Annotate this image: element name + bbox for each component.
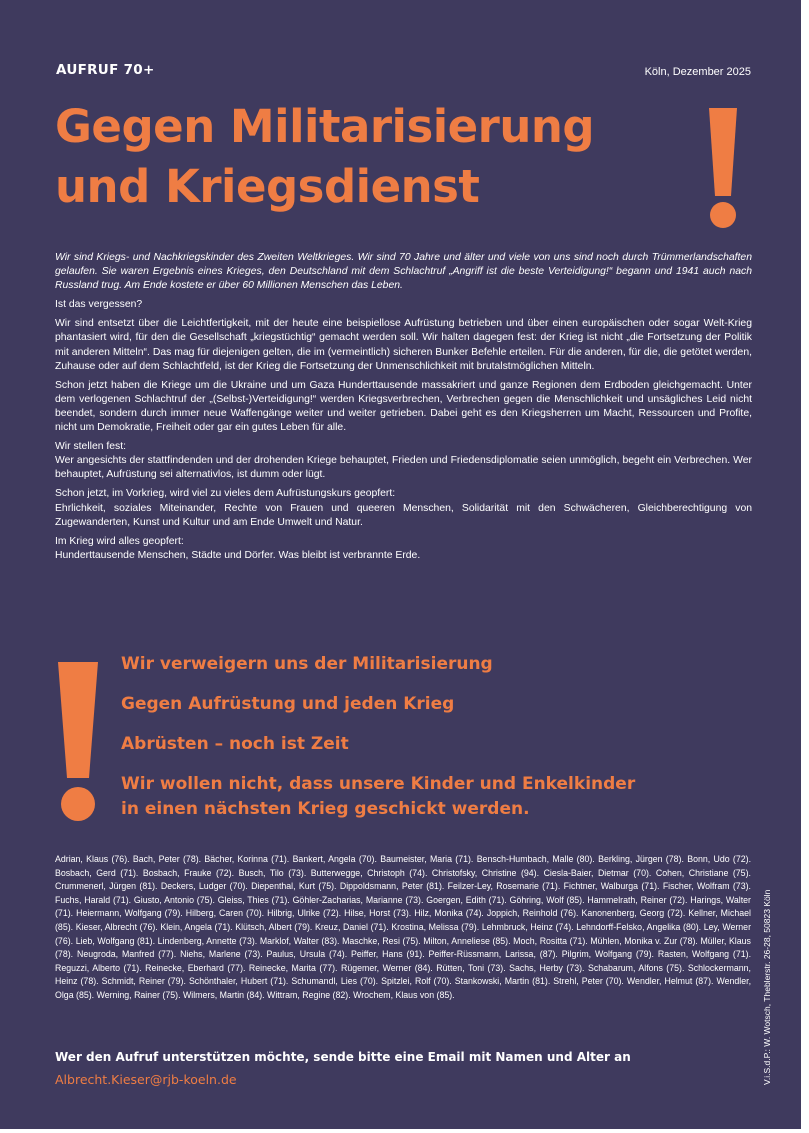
signatory: Kellner, Michael (85). xyxy=(55,908,751,932)
signatory: Gleiss, Thies (71). xyxy=(217,894,290,905)
signatory: Lehmbruck, Heinz (74). xyxy=(481,921,574,932)
signatory: Harings, Walter (71). xyxy=(55,894,751,919)
signatory: Bach, Peter (78). xyxy=(132,854,202,864)
signatory: Klein, Angela (71). xyxy=(160,921,233,932)
signatory: Klütsch, Albert (79). xyxy=(235,921,313,932)
demands-list xyxy=(121,652,741,822)
signatory: Wendler, Helmut (87). xyxy=(626,976,714,987)
signatory: Göhring, Wolf (85). xyxy=(509,894,585,905)
signatory: Berkling, Jürgen (78). xyxy=(598,854,684,864)
signatory: Paulus, Ursula (74). xyxy=(266,949,348,960)
page-margin xyxy=(801,0,809,1133)
signatory: Bonn, Udo (72). xyxy=(687,854,752,864)
signatory: Giusto, Antonio (75). xyxy=(133,894,215,905)
signatory: Neugroda, Manfred (77). xyxy=(76,949,177,960)
question: Ist das vergessen? xyxy=(55,299,143,311)
imprint: V.i.S.d.P.: W. Wotsch, Theblerstr. 26-28, 50823 Köln xyxy=(762,889,772,1085)
signatory: Lindenberg, Annette (73). xyxy=(157,935,258,946)
signatory: Schmidt, Reiner (79). xyxy=(101,976,186,987)
signatory: Rasten, Wolfgang (71). xyxy=(657,949,752,960)
email-link[interactable]: Albrecht.Kieser@rjb-koeln.de xyxy=(55,1072,237,1087)
signatory: Bosbach, Gerd (71). xyxy=(55,867,139,878)
body-text xyxy=(55,251,752,568)
exclamation-mark-icon xyxy=(48,662,108,822)
signatory: Peiffer-Rüssmann, Larissa, (87). xyxy=(428,949,558,960)
signatory: Bankert, Angela (70). xyxy=(292,854,377,864)
signatory: Dippoldsmann, Peter (81). xyxy=(339,881,445,892)
signatory: Joppich, Reinhold (76). xyxy=(486,908,579,919)
signatory: Schabarum, Alfons (75). xyxy=(587,962,685,973)
signatory: Rügemer, Werner (84). xyxy=(340,962,433,973)
demand-1: Wir verweigern uns der Militarisierung xyxy=(121,654,493,674)
signatory: Fuchs, Harald (71). xyxy=(55,894,132,905)
signatory: Ciesla-Baier, Dietmar (70). xyxy=(543,867,652,878)
signatory: Bensch-Humbach, Malle (80). xyxy=(476,854,595,864)
place-date: Köln, Dezember 2025 xyxy=(644,66,751,78)
signatory: Bächer, Korinna (71). xyxy=(204,854,290,864)
signatory: Strehl, Peter (70). xyxy=(553,976,624,987)
signatory: Stankowski, Martin (81). xyxy=(454,976,551,987)
signatory: Moch, Rositta (71). xyxy=(513,935,588,946)
signatory: Heiermann, Wolfgang (79). xyxy=(76,908,183,919)
signatory: Christofsky, Christine (94). xyxy=(431,867,540,878)
demand-4-line-2: in einen nächsten Krieg geschickt werden. xyxy=(121,799,530,819)
signatory: Kieser, Albrecht (76). xyxy=(75,921,158,932)
exclamation-mark-icon xyxy=(703,108,743,228)
signatory: Niehs, Marlene (73). xyxy=(180,949,263,960)
paragraph-3: Wer angesichts der stattfindenden und der drohenden Kriege behauptet, Frieden und Friedensdiplomatie seien unmöglich, begeht ein Verbrechen. Wer behauptet, Aufrüstung sei alternativlos, ist dumm oder lügt. xyxy=(55,455,752,481)
signatory: Hilz, Monika (74). xyxy=(414,908,484,919)
signatory: Mühlen, Monika v. Zur (78). xyxy=(590,935,698,946)
signatory: Butterwegge, Christoph (74). xyxy=(310,867,428,878)
signatory: Wendler, Olga (85). xyxy=(55,976,752,1000)
paragraph-5-heading: Im Krieg wird alles geopfert: xyxy=(55,535,184,547)
headline-line-2: und Kriegsdienst xyxy=(55,160,480,213)
signatory: Schlockermann, Heinz (78). xyxy=(55,962,751,987)
demand-4 xyxy=(121,772,741,822)
demand-4-line-1: Wir wollen nicht, dass unsere Kinder und Enkelkinder xyxy=(121,774,636,794)
signatory: Baumeister, Maria (71). xyxy=(380,854,474,864)
signatory: Fichtner, Walburga (71). xyxy=(563,881,660,892)
signatory: Göhler-Zacharias, Marianne (73). xyxy=(292,894,424,905)
headline xyxy=(55,97,594,217)
signatory: Werning, Rainer (75). xyxy=(96,989,181,1000)
paragraph-5: Hunderttausende Menschen, Städte und Dörfer. Was bleibt ist verbrannte Erde. xyxy=(55,549,421,561)
paragraph-3-heading: Wir stellen fest: xyxy=(55,441,127,453)
signatory: Marklof, Walter (83). xyxy=(259,935,340,946)
signatory: Wittram, Regine (82). xyxy=(267,989,351,1000)
signatory: Hilse, Horst (73). xyxy=(344,908,412,919)
signatory: Adrian, Klaus (76). xyxy=(55,854,130,864)
signatory: Milton, Anneliese (85). xyxy=(423,935,511,946)
signatory: Kreuz, Daniel (71). xyxy=(314,921,389,932)
signatory: Hilberg, Caren (70). xyxy=(185,908,265,919)
signatory: Sachs, Herby (73). xyxy=(509,962,585,973)
signatory: Crummenerl, Jürgen (81). xyxy=(55,881,158,892)
signatory: Goergen, Edith (71). xyxy=(426,894,507,905)
signatory: Diepenthal, Kurt (75). xyxy=(251,881,337,892)
paragraph-4-heading: Schon jetzt, im Vorkrieg, wird viel zu vieles dem Aufrüstungskurs geopfert: xyxy=(55,488,396,500)
signatory: Ley, Werner (76). xyxy=(55,921,752,946)
signatory: Müller, Klaus (78). xyxy=(55,935,751,960)
signatory: Feilzer-Ley, Rosemarie (71). xyxy=(447,881,561,892)
signatory: Krostina, Melissa (79). xyxy=(391,921,480,932)
support-call: Wer den Aufruf unterstützen möchte, sende bitte eine Email mit Namen und Alter an xyxy=(55,1050,631,1064)
signatory: Wrochem, Klaus von (85). xyxy=(353,989,455,1000)
signatory: Rütten, Toni (73). xyxy=(436,962,506,973)
signatory: Hammelrath, Reiner (72). xyxy=(587,894,688,905)
signatory: Reinecke, Marita (77). xyxy=(248,962,338,973)
signatory: Spitzlei, Rolf (70). xyxy=(381,976,452,987)
signatory: Lehndorff-Felsko, Angelika (80). xyxy=(576,921,702,932)
signatory: Bosbach, Frauke (72). xyxy=(142,867,235,878)
signatory: Schönthaler, Hubert (71). xyxy=(188,976,289,987)
signatory: Lieb, Wolfgang (81). xyxy=(75,935,156,946)
signatory: Reinecke, Eberhard (77). xyxy=(145,962,246,973)
intro-paragraph: Wir sind Kriegs- und Nachkriegskinder des Zweiten Weltkrieges. Wir sind 70 Jahre und älter und viele von uns sind noch durch Trümmerlandschaften gelaufen. Sie waren Ergebnis eines Krieges, den Deutschland mit dem Schlachtruf „Angriff ist die beste Verteidigung!“ begann und 1941 auch nach Russland trug. Am Ende kostete er über 60 Millionen Menschen das Leben. xyxy=(55,252,752,292)
signatory: Peiffer, Hans (91). xyxy=(351,949,425,960)
paragraph-1: Wir sind entsetzt über die Leichtfertigkeit, mit der heute eine beispiellose Aufrüstung betrieben und über einen europäischen oder sogar Welt-Krieg phantasiert wird, für den die Gesellschaft „kriegstüchtig“ gemacht werden soll. Wir halten dagegen fest: der Krieg ist nicht „die Fortsetzung der Politik mit anderen Mitteln“. Das mag für diejenigen gelten, die im (vermeintlich) sicheren Bunker Befehle erteilen. Für die anderen, für die, die getötet werden, Zuhause oder auf dem Schlachtfeld, ist der Krieg die Fortsetzung der Unmenschlichkeit mit brutalstmöglichen Mitteln. xyxy=(55,318,752,372)
paragraph-2: Schon jetzt haben die Kriege um die Ukraine und um Gaza Hunderttausende massakriert und ganze Regionen dem Erdboden gleichgemacht. Unter dem verlogenen Schlachtruf der „(Selbst-)Verteidigung!“ werden Kriegsverbrechen, Verbrechen gegen die Menschlichkeit und unsägliches Leid nicht beendet, sondern durch immer neue Waffengänge weiter und weiter getrieben. Dabei geht es den Kriegsherren um Macht, Ressourcen und Profite, nicht um Demokratie, Freiheit oder gar ein gutes Leben für alle. xyxy=(55,379,752,434)
call-label: AUFRUF 70+ xyxy=(56,62,155,78)
signatory: Fischer, Wolfram (73). xyxy=(662,881,751,892)
signatory: Pilgrim, Wolfgang (79). xyxy=(561,949,654,960)
signatories-list xyxy=(55,853,751,1003)
signatory: Wilmers, Martin (84). xyxy=(182,989,265,1000)
signatory: Cohen, Christiane (75). xyxy=(655,867,751,878)
signatory: Maschke, Resi (75). xyxy=(342,935,421,946)
signatory: Schumandl, Lies (70). xyxy=(291,976,379,987)
signatory: Busch, Tilo (73). xyxy=(238,867,307,878)
signatory: Reguzzi, Alberto (71). xyxy=(55,962,142,973)
signatory: Kanonenberg, Georg (72). xyxy=(581,908,686,919)
demand-2: Gegen Aufrüstung und jeden Krieg xyxy=(121,694,455,714)
signatory: Hilbrig, Ulrike (72). xyxy=(267,908,342,919)
headline-line-1: Gegen Militarisierung xyxy=(55,100,595,153)
signatory: Deckers, Ludger (70). xyxy=(160,881,248,892)
demand-3: Abrüsten – noch ist Zeit xyxy=(121,734,349,754)
paragraph-4: Ehrlichkeit, soziales Miteinander, Rechte von Frauen und queeren Menschen, Solidarität mit den Schwächeren, Gleichberechtigung von Zugewanderten, Kunst und Kultur und am Ende Umwelt und Natur. xyxy=(55,502,752,528)
